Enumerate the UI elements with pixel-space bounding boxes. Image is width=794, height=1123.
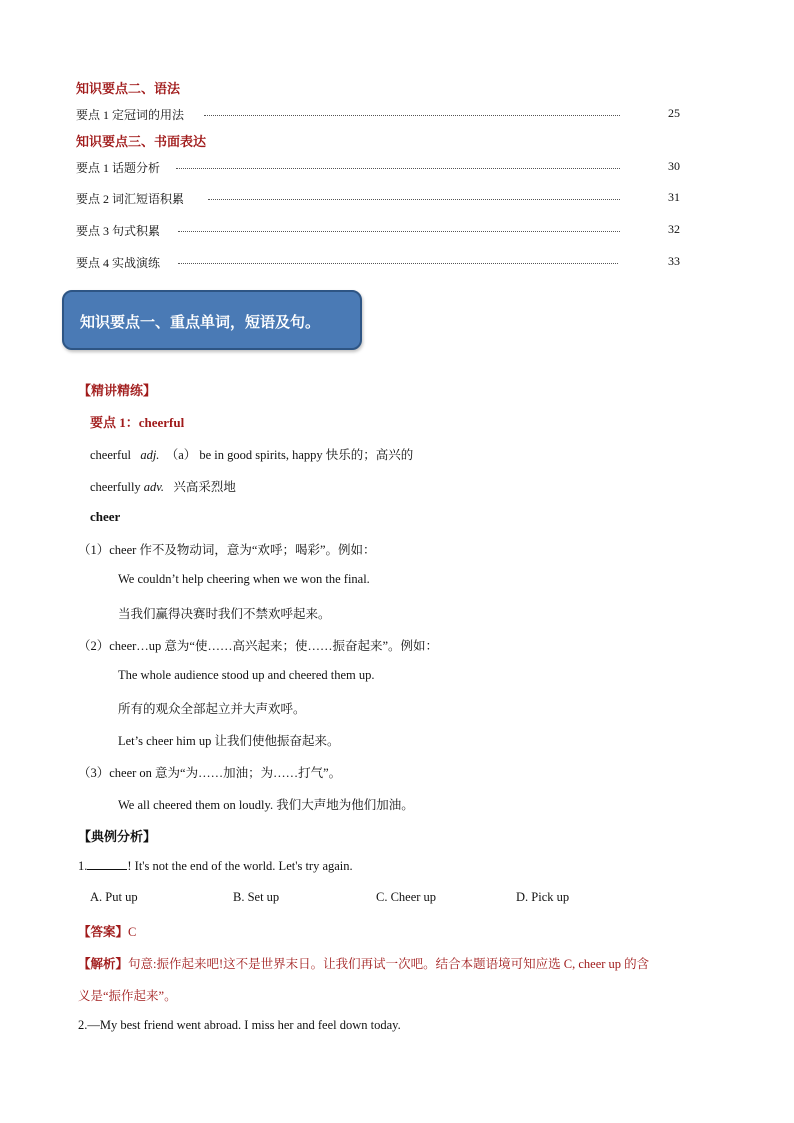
analysis-label: 【解析】 [78, 957, 129, 971]
example-heading: 【典例分析】 [78, 829, 157, 844]
toc-entry[interactable] [76, 222, 680, 240]
adverb-word: cheerfully [90, 480, 141, 494]
toc-entry-label: 要点 4 实战演练 [76, 256, 161, 270]
definition-pos: adj. [140, 448, 160, 462]
toc-section2-heading: 知识要点二、语法 [76, 81, 181, 96]
toc-entry-label: 要点 1 话题分析 [76, 161, 161, 175]
question-1-text: ! It's not the end of the world. Let's try again. [127, 859, 353, 873]
toc-entry-page: 33 [668, 254, 680, 268]
option-b[interactable]: B. Set up [233, 890, 280, 904]
toc-leader-dots [178, 231, 620, 232]
lecture-heading: 【精讲精练】 [78, 383, 157, 398]
usage-3-example: We all cheered them on loudly. 我们大声地为他们加油。 [118, 798, 414, 812]
cheer-word: cheer [90, 509, 121, 524]
toc-leader-dots [178, 263, 618, 264]
toc-entry[interactable] [76, 159, 680, 177]
toc-entry-label: 要点 3 句式积累 [76, 224, 161, 238]
toc-section3-heading: 知识要点三、书面表达 [76, 134, 207, 149]
toc-entry[interactable] [76, 254, 680, 272]
answer-blank [87, 858, 127, 870]
toc-leader-dots [176, 168, 620, 169]
usage-2: （2）cheer…up 意为“使……高兴起来；使……振奋起来”。例如： [78, 639, 439, 653]
toc-entry-page: 31 [668, 190, 680, 204]
answer-label: 【答案】 [78, 925, 129, 939]
question-1 [78, 858, 353, 874]
toc-entry[interactable] [76, 106, 680, 124]
adverb-meaning: 兴高采烈地 [173, 480, 236, 494]
definition-word: cheerful [90, 448, 131, 462]
toc-entry-label: 要点 1 定冠词的用法 [76, 108, 185, 122]
option-c[interactable]: C. Cheer up [376, 890, 437, 904]
toc-entry-page: 25 [668, 106, 680, 120]
adverb-line [90, 477, 236, 495]
toc-entry-label: 要点 2 词汇短语积累 [76, 192, 185, 206]
toc-entry-page: 32 [668, 222, 680, 236]
answer-value: C [128, 925, 137, 939]
question-1-number: 1. [78, 859, 88, 873]
point-title: 要点 1：cheerful [90, 415, 185, 430]
option-a[interactable]: A. Put up [90, 890, 138, 904]
analysis-text: 句意:振作起来吧!这不是世界末日。让我们再试一次吧。结合本题语境可知应选 C, cheer up 的含 [128, 957, 650, 971]
toc-leader-dots [208, 199, 620, 200]
answer-line [78, 922, 136, 940]
section-banner-title: 知识要点一、重点单词，短语及句。 [80, 313, 321, 331]
usage-1-chinese: 当我们赢得决赛时我们不禁欢呼起来。 [118, 607, 331, 621]
toc-leader-dots [204, 115, 620, 116]
toc-entry-page: 30 [668, 159, 680, 173]
usage-2-english: The whole audience stood up and cheered them up. [118, 668, 375, 682]
section-banner [62, 290, 362, 350]
option-d[interactable]: D. Pick up [516, 890, 570, 904]
definition-meaning: （a） be in good spirits, happy 快乐的；高兴的 [165, 448, 414, 462]
usage-1-english: We couldn’t help cheering when we won the final. [118, 572, 370, 586]
analysis-line-2: 义是“振作起来”。 [78, 989, 177, 1003]
adverb-pos: adv. [143, 480, 165, 494]
usage-2-chinese: 所有的观众全部起立并大声欢呼。 [118, 702, 306, 716]
analysis-line-1 [78, 954, 649, 972]
usage-2-example: Let’s cheer him up 让我们使他振奋起来。 [118, 734, 340, 748]
usage-1: （1）cheer 作不及物动词，意为“欢呼；喝彩”。例如： [78, 543, 376, 557]
definition-line [90, 445, 413, 463]
usage-3: （3）cheer on 意为“为……加油；为……打气”。 [78, 766, 342, 780]
question-2: 2.—My best friend went abroad. I miss her and feel down today. [78, 1018, 401, 1032]
toc-entry[interactable] [76, 190, 680, 208]
